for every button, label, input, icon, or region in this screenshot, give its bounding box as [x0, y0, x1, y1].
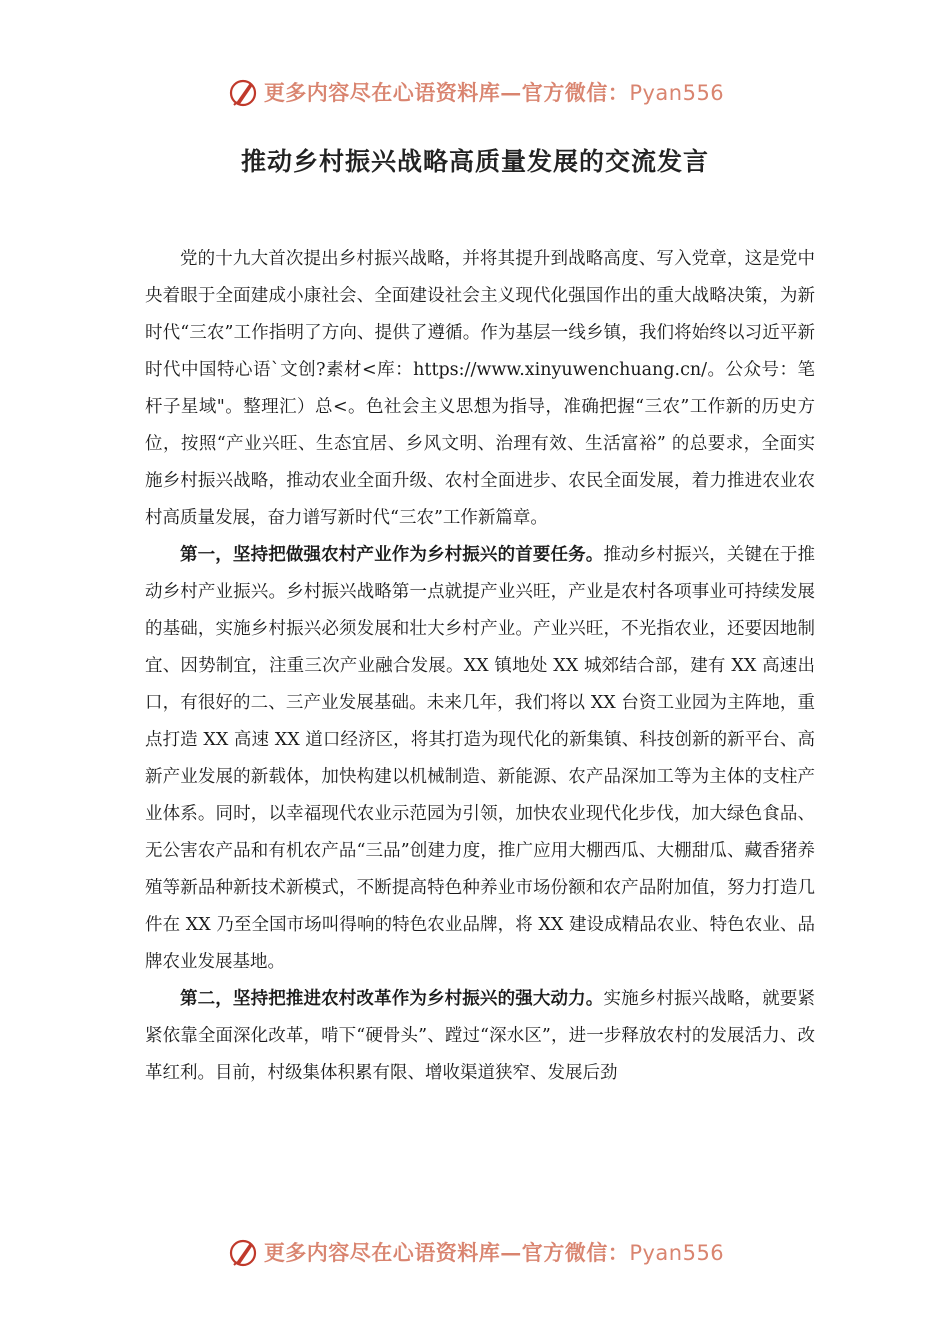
footer-banner — [0, 1232, 950, 1272]
paragraph-text: 实施乡村振兴战略，就要紧紧依靠全面深化改革，啃下“硬骨头”、蹚过“深水区”，进一步释放农村的发展活力、改革红利。目前，村级集体积累有限、增收渠道狭窄、发展后劲 — [145, 989, 816, 1083]
banner-text — [264, 77, 724, 107]
banner-wechat-id: Pyan556 — [629, 81, 725, 105]
feather-pen-icon — [226, 1235, 260, 1269]
paragraph-lead: 第二，坚持把推进农村改革作为乡村振兴的强大动力。 — [180, 989, 604, 1009]
paragraph-intro — [145, 241, 815, 537]
paragraph-lead: 第一，坚持把做强农村产业作为乡村振兴的首要任务。 — [180, 545, 604, 565]
document-title: 推动乡村振兴战略高质量发展的交流发言 — [240, 147, 709, 176]
paragraph-text: 推动乡村振兴，关键在于推动乡村产业振兴。乡村振兴战略第一点就提产业兴旺，产业是农村各项事业可持续发展的基础，实施乡村振兴必须发展和壮大乡村产业。产业兴旺，不光指农业，还要因地制宜、因势制宜，注重三次产业融合发展。XX 镇地处 XX 城郊结合部，建有 XX 高速出口，有很好的二、三产业发展基础。未来几年，我们将以 XX 台资工业园为主阵地，重点打造 XX 高速 XX 道口经济区，将其打造为现代化的新集镇、科技创新的新平台、高新产业发展的新载体，加快构建以机械制造、新能源、农产品深加工等为主体的支柱产业体系。同时，以幸福现代农业示范园为引领，加快农业现代化步伐，加大绿色食品、无公害农产品和有机农产品“三品”创建力度，推广应用大棚西瓜、大棚甜瓜、藏香猪养殖等新品种新技术新模式，不断提高特色种养业市场份额和农产品附加值，努力打造几件在 XX 乃至全国市场叫得响的特色农业品牌，将 XX 建设成精品农业、特色农业、品牌农业发展基地。 — [145, 545, 816, 972]
feather-pen-icon — [226, 75, 260, 109]
banner-text — [264, 1237, 724, 1267]
banner-text-cn: 更多内容尽在心语资料库—官方微信： — [263, 1240, 630, 1265]
paragraph-text: 党的十九大首次提出乡村振兴战略，并将其提升到战略高度、写入党章，这是党中央着眼于全面建成小康社会、全面建设社会主义现代化强国作出的重大战略决策，为新时代“三农”工作指明了方向、提供了遵循。作为基层一线乡镇，我们将始终以习近平新时代中国特心语`文创?素材<库：https://www.xinyuwenchuang.cn/。公众号：笔杆子星域"。整理汇）总<。色社会主义思想为指导，准确把握“三农”工作新的历史方位，按照“产业兴旺、生态宜居、乡风文明、治理有效、生活富裕” 的总要求，全面实施乡村振兴战略，推动农业全面升级、农村全面进步、农民全面发展，着力推进农业农村高质量发展，奋力谱写新时代“三农”工作新篇章。 — [145, 249, 815, 528]
banner-text-cn: 更多内容尽在心语资料库—官方微信： — [263, 80, 630, 105]
paragraph-first — [145, 537, 815, 981]
header-banner — [0, 72, 950, 112]
banner-wechat-id: Pyan556 — [629, 1241, 725, 1265]
paragraph-second — [145, 981, 815, 1092]
document-body — [145, 241, 815, 1092]
